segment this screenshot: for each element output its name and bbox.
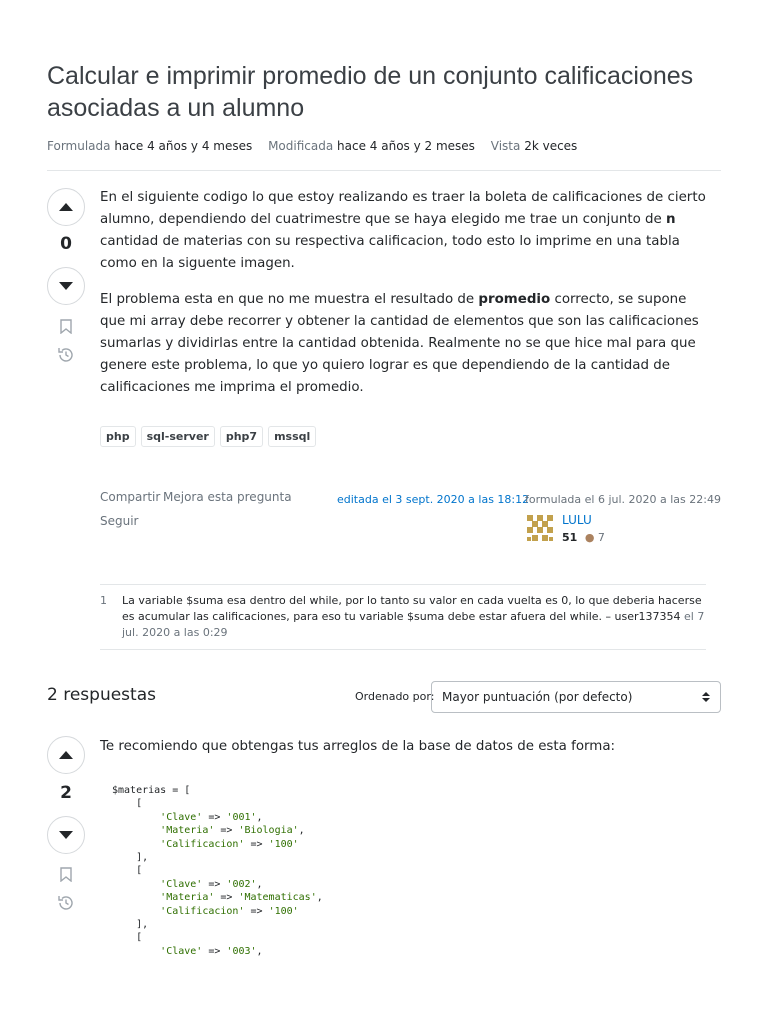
asked-label: Formulada [47, 139, 111, 153]
share-link[interactable]: Compartir [100, 490, 161, 504]
question-title[interactable]: Calcular e imprimir promedio de un conjunto calificaciones asociadas a un alumno [47, 62, 694, 122]
comment-author[interactable]: user137354 [614, 610, 681, 623]
sort-label: Ordenado por: [355, 690, 435, 703]
body-paragraph: El problema esta en que no me muestra el resultado de promedio correcto, se supone que mi array debe recorrer y obtener la cantidad de elementos que son las calificaciones sumarlas y dividirlas entre la cantidad obtenida. Realmente no se que hice mal para que genere este problema, lo que yo quiero lograr es que dependiendo de la cantidad de calificaciones me imprima el promedio. [100, 292, 699, 395]
history-icon [57, 346, 75, 364]
asked-value[interactable]: hace 4 años y 4 meses [114, 139, 253, 153]
tag-php7[interactable]: php7 [220, 426, 263, 447]
follow-link[interactable]: Seguir [100, 514, 139, 528]
viewed-value: 2k veces [524, 139, 578, 153]
tag-sql-server[interactable]: sql-server [141, 426, 215, 447]
answer-history-button[interactable] [56, 893, 76, 913]
bookmark-icon [60, 319, 72, 334]
avatar[interactable] [525, 513, 555, 543]
code-line: 'Clave' => '002', [160, 878, 263, 890]
arrow-up-icon [59, 751, 73, 759]
code-line: [ [112, 932, 143, 944]
bookmark-button[interactable] [56, 316, 76, 336]
arrow-down-icon [59, 282, 73, 290]
arrow-down-icon [59, 831, 73, 839]
user-name[interactable]: LULU [562, 513, 592, 527]
comment-score: 1 [100, 594, 107, 607]
user-reputation: 51 [562, 531, 578, 544]
viewed-label: Vista [490, 139, 521, 153]
modified-label: Modificada [268, 139, 334, 153]
code-line: ], [112, 919, 149, 931]
asked-date: formulada el 6 jul. 2020 a las 22:49 [525, 493, 721, 506]
sort-value: Mayor puntuación (por defecto) [442, 690, 633, 704]
user-stats [562, 531, 605, 544]
code-line: 'Calificacion' => '100' [160, 905, 299, 917]
code-line: [ [112, 865, 143, 877]
select-arrows-icon [702, 691, 710, 703]
tag-php[interactable]: php [100, 426, 136, 447]
tag-mssql[interactable]: mssql [268, 426, 316, 447]
arrow-up-icon [59, 203, 73, 211]
answers-count: 2 respuestas [47, 685, 156, 705]
upvote-button[interactable] [47, 188, 85, 226]
code-line: ], [112, 852, 149, 864]
question-score: 0 [60, 234, 72, 254]
edited-link[interactable]: editada el 3 sept. 2020 a las 18:12 [337, 493, 530, 506]
answer-downvote-button[interactable] [47, 816, 85, 854]
code-line: 'Calificacion' => '100' [160, 838, 299, 850]
divider [47, 170, 721, 171]
comment-text: La variable $suma esa dentro del while, por lo tanto su valor en cada vuelta es 0, lo que deberia hacerse es acumular las calificaciones, para eso tu variable $suma debe estar afuera del while. – [122, 594, 702, 623]
code-line: $materias = [ [112, 785, 191, 796]
comment-date[interactable]: el 7 jul. 2020 a las 0:29 [122, 610, 705, 639]
comment [100, 584, 706, 650]
code-line: 'Materia' => 'Matematicas', [160, 892, 323, 904]
code-line: 'Clave' => '003', [160, 945, 263, 957]
sort-select[interactable] [431, 681, 721, 713]
code-block [112, 784, 323, 958]
history-button[interactable] [56, 345, 76, 365]
code-line: 'Materia' => 'Biologia', [160, 825, 305, 837]
answer-bookmark-button[interactable] [56, 864, 76, 884]
question-meta [47, 139, 589, 153]
tag-list [100, 426, 316, 447]
body-paragraph: En el siguiente codigo lo que estoy realizando es traer la boleta de calificaciones de cierto alumno, dependiendo del cuatrimestre que se haya elegido me trae un conjunto de n cantidad de materias con su respectiva calificacion, todo esto lo imprime en una tabla como en la siguente imagen. [100, 190, 706, 271]
code-line: [ [112, 798, 143, 810]
downvote-button[interactable] [47, 267, 85, 305]
modified-value[interactable]: hace 4 años y 2 meses [337, 139, 475, 153]
question-body [100, 187, 710, 399]
history-icon [57, 894, 75, 912]
answer-score: 2 [60, 783, 72, 803]
bookmark-icon [60, 867, 72, 882]
answer-intro: Te recomiendo que obtengas tus arreglos de la base de datos de esta forma: [100, 739, 616, 754]
bronze-badge-count: 7 [597, 531, 605, 544]
improve-question-link[interactable]: Mejora esta pregunta [163, 490, 292, 504]
answer-upvote-button[interactable] [47, 736, 85, 774]
bronze-badge-icon: ● [584, 531, 595, 544]
code-line: 'Clave' => '001', [160, 811, 263, 823]
